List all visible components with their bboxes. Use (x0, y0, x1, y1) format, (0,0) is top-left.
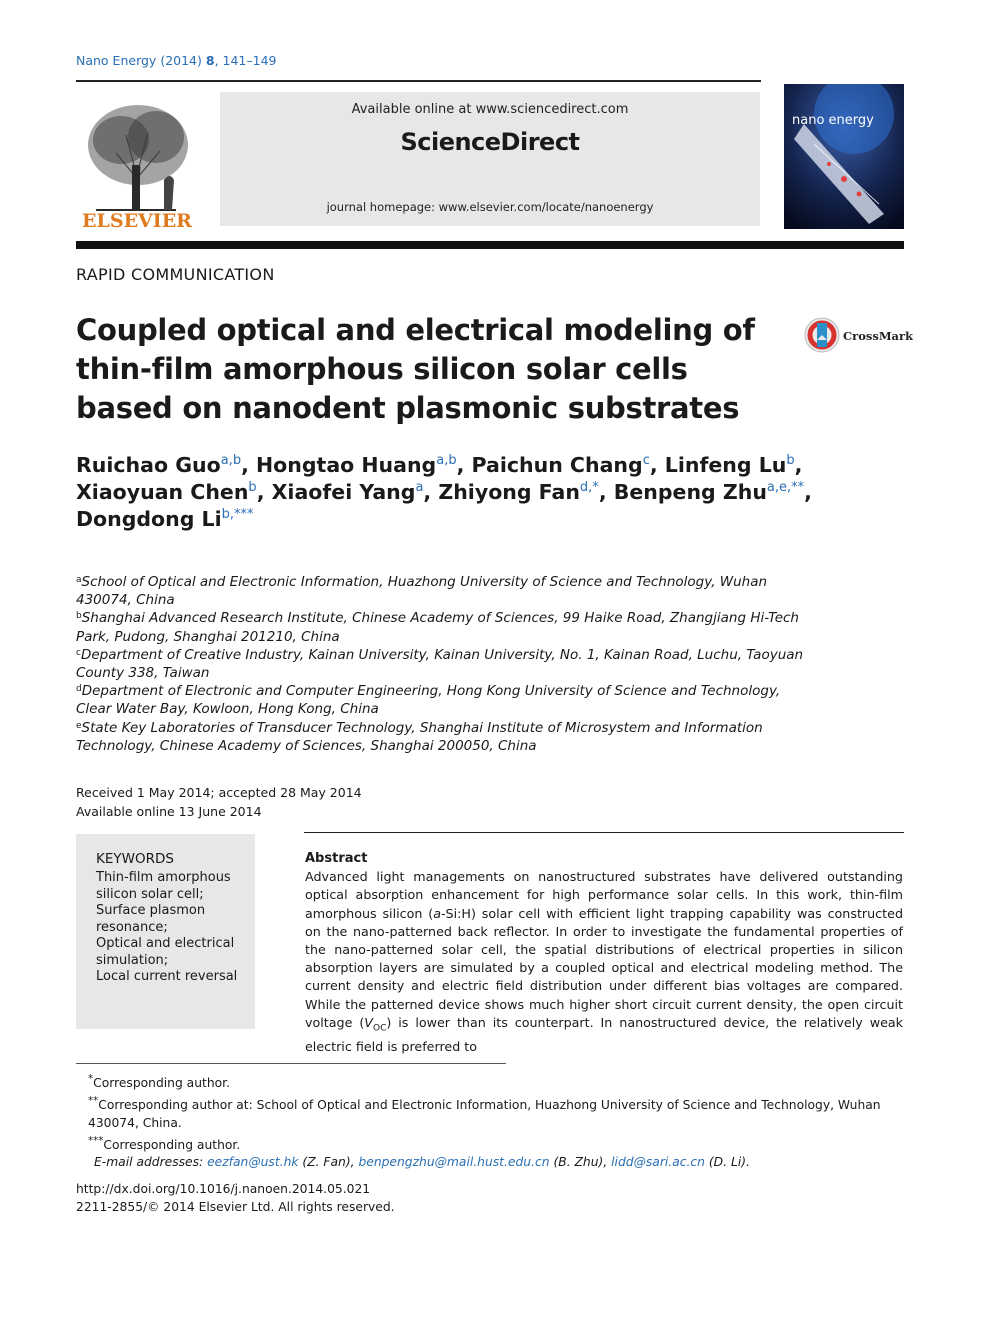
author-list (76, 452, 816, 533)
keywords-heading: KEYWORDS (96, 851, 174, 867)
author-item: Dongdong $Li^{b,***}$ (76, 507, 254, 531)
abstract-rule (304, 832, 904, 833)
title-block-rule (76, 241, 904, 249)
author-item: Ruichao Guo$^{a,b}$, (76, 453, 257, 477)
crossmark-label: CrossMark (843, 329, 913, 343)
author-item: Paichun Chang$^c$, (471, 453, 665, 477)
keyword-item: Optical and electrical simulation; (96, 936, 235, 968)
affiliation-item: $^a$School of Optical and Electronic Information, Huazhong University of Science and Technology, Wuhan 430074, China (76, 574, 768, 609)
article-title: Coupled optical and electrical modeling of thin-film amorphous silicon solar cells based on nanodent plasmonic substrates (76, 313, 755, 425)
sciencedirect-banner (220, 92, 760, 226)
keyword-item: Local current reversal (96, 969, 238, 984)
received-accepted-dates: Received 1 May 2014; accepted 28 May 2014 (76, 785, 362, 800)
keyword-item: Surface plasmon resonance; (96, 903, 206, 935)
affiliation-item: $^b$Shanghai Advanced Research Institute, Chinese Academy of Sciences, 99 Haike Road, Zhangjiang Hi-Tech Park, Pudong, Shanghai 201210, China (76, 610, 799, 645)
crossmark-badge[interactable] (803, 316, 913, 356)
affiliation-item: $^c$Department of Creative Industry, Kainan University, Kainan University, No. 1, Kainan Road, Luchu, Taoyuan County 338, Taiwan (76, 646, 804, 682)
article-history (76, 784, 362, 821)
cover-title: nano energy (792, 113, 874, 128)
journal-name: Nano Energy (76, 53, 157, 68)
affiliation-item: $^e$State Key Laboratories of Transducer Technology, Shanghai Institute of Microsystem and Information Technology, Chinese Academy of Sciences, Shanghai 200050, China (76, 719, 763, 754)
keyword-item: Thin-film amorphous silicon solar cell; (96, 870, 231, 902)
footnote-item: *Corresponding author. (88, 1073, 230, 1091)
header-rule (76, 80, 761, 82)
email-link[interactable]: lidd@sari.ac.cn (611, 1155, 705, 1170)
email-link[interactable]: benpengzhu@mail.hust.edu.cn (358, 1155, 550, 1170)
elsevier-wordmark: ELSEVIER (82, 210, 192, 230)
affiliation-list (76, 573, 816, 755)
available-online-text[interactable]: Available online at www.sciencedirect.com (351, 102, 629, 117)
journal-cover-image[interactable] (784, 84, 904, 229)
abstract-section (305, 850, 903, 1056)
copyright-line: 2211-2855/© 2014 Elsevier Ltd. All rights reserved. (76, 1200, 395, 1214)
keywords-box (76, 834, 255, 1029)
author-item: Benpeng Zhu$^{a,e,**}$, (613, 480, 812, 504)
email-link[interactable]: eezfan@ust.hk (207, 1155, 299, 1170)
article-type-label: RAPID COMMUNICATION (76, 265, 275, 284)
keywords-list (96, 870, 246, 986)
abstract-heading: Abstract (305, 851, 368, 866)
footnote-item: ***Corresponding author. (88, 1134, 241, 1152)
author-item: Zhiyong Fan$^{d,*}$, (438, 480, 614, 504)
sciencedirect-wordmark[interactable]: ScienceDirect (400, 128, 580, 156)
affiliation-item: $^d$Department of Electronic and Computer Engineering, Hong Kong University of Science and Technology, Clear Water Bay, Kowloon, Hong Kong, China (76, 683, 781, 718)
author-item: Xiaofei Yang$^a$, (271, 480, 439, 504)
email-label: E-mail addresses: (94, 1155, 204, 1170)
email-addresses: E-mail addresses: eezfan@ust.hk (Z. Fan), benpengzhu@mail.hust.edu.cn (B. Zhu), lidd@sari.ac.cn (D. Li). (94, 1155, 750, 1170)
footnote-item: **Corresponding author at: School of Optical and Electronic Information, Huazhong University of Science and Technology, Wuhan 430074, China. (88, 1094, 881, 1130)
abstract-text: Advanced light managements on nanostructured substrates have delivered outstanding optical absorption enhancement for high performance solar cells. In this work, thin-film amorphous silicon (a-Si:H) solar cell with efficient light trapping capability was constructed on the nano-patterned back reflector. In order to investigate the fundamental properties of the nano-patterned solar cell, the spatial distributions of electrical properties in silicon absorption layers are simulated by a coupled optical and electrical modeling method. The current density and electric field distribution under different bias voltages are compared. While the patterned device shows much higher short circuit current density, the open circuit voltage $(V_{OC})$ is lower than its counterpart. In nanostructured device, the relatively weak electric field is preferred to (305, 869, 904, 1054)
journal-pages: , 141–149 (214, 53, 277, 68)
doi-link[interactable]: http://dx.doi.org/10.1016/j.nanoen.2014.05.021 (76, 1182, 371, 1196)
author-item: Hongtao Huang$^{a,b}$, (256, 453, 472, 477)
doi-block (76, 1180, 395, 1216)
footnotes (76, 1071, 904, 1172)
footnote-rule (76, 1063, 506, 1064)
journal-year: (2014) (160, 53, 202, 68)
author-item: Xiaoyuan Chen$^b$, (76, 480, 272, 504)
journal-volume: 8 (205, 53, 215, 68)
elsevier-logo (76, 95, 198, 230)
online-date: Available online 13 June 2014 (76, 803, 262, 819)
author-item: Linfeng Lu$^b$, (664, 453, 803, 477)
journal-homepage-link[interactable]: journal homepage: www.elsevier.com/locate/nanoenergy (326, 200, 654, 214)
journal-citation[interactable] (76, 53, 277, 68)
